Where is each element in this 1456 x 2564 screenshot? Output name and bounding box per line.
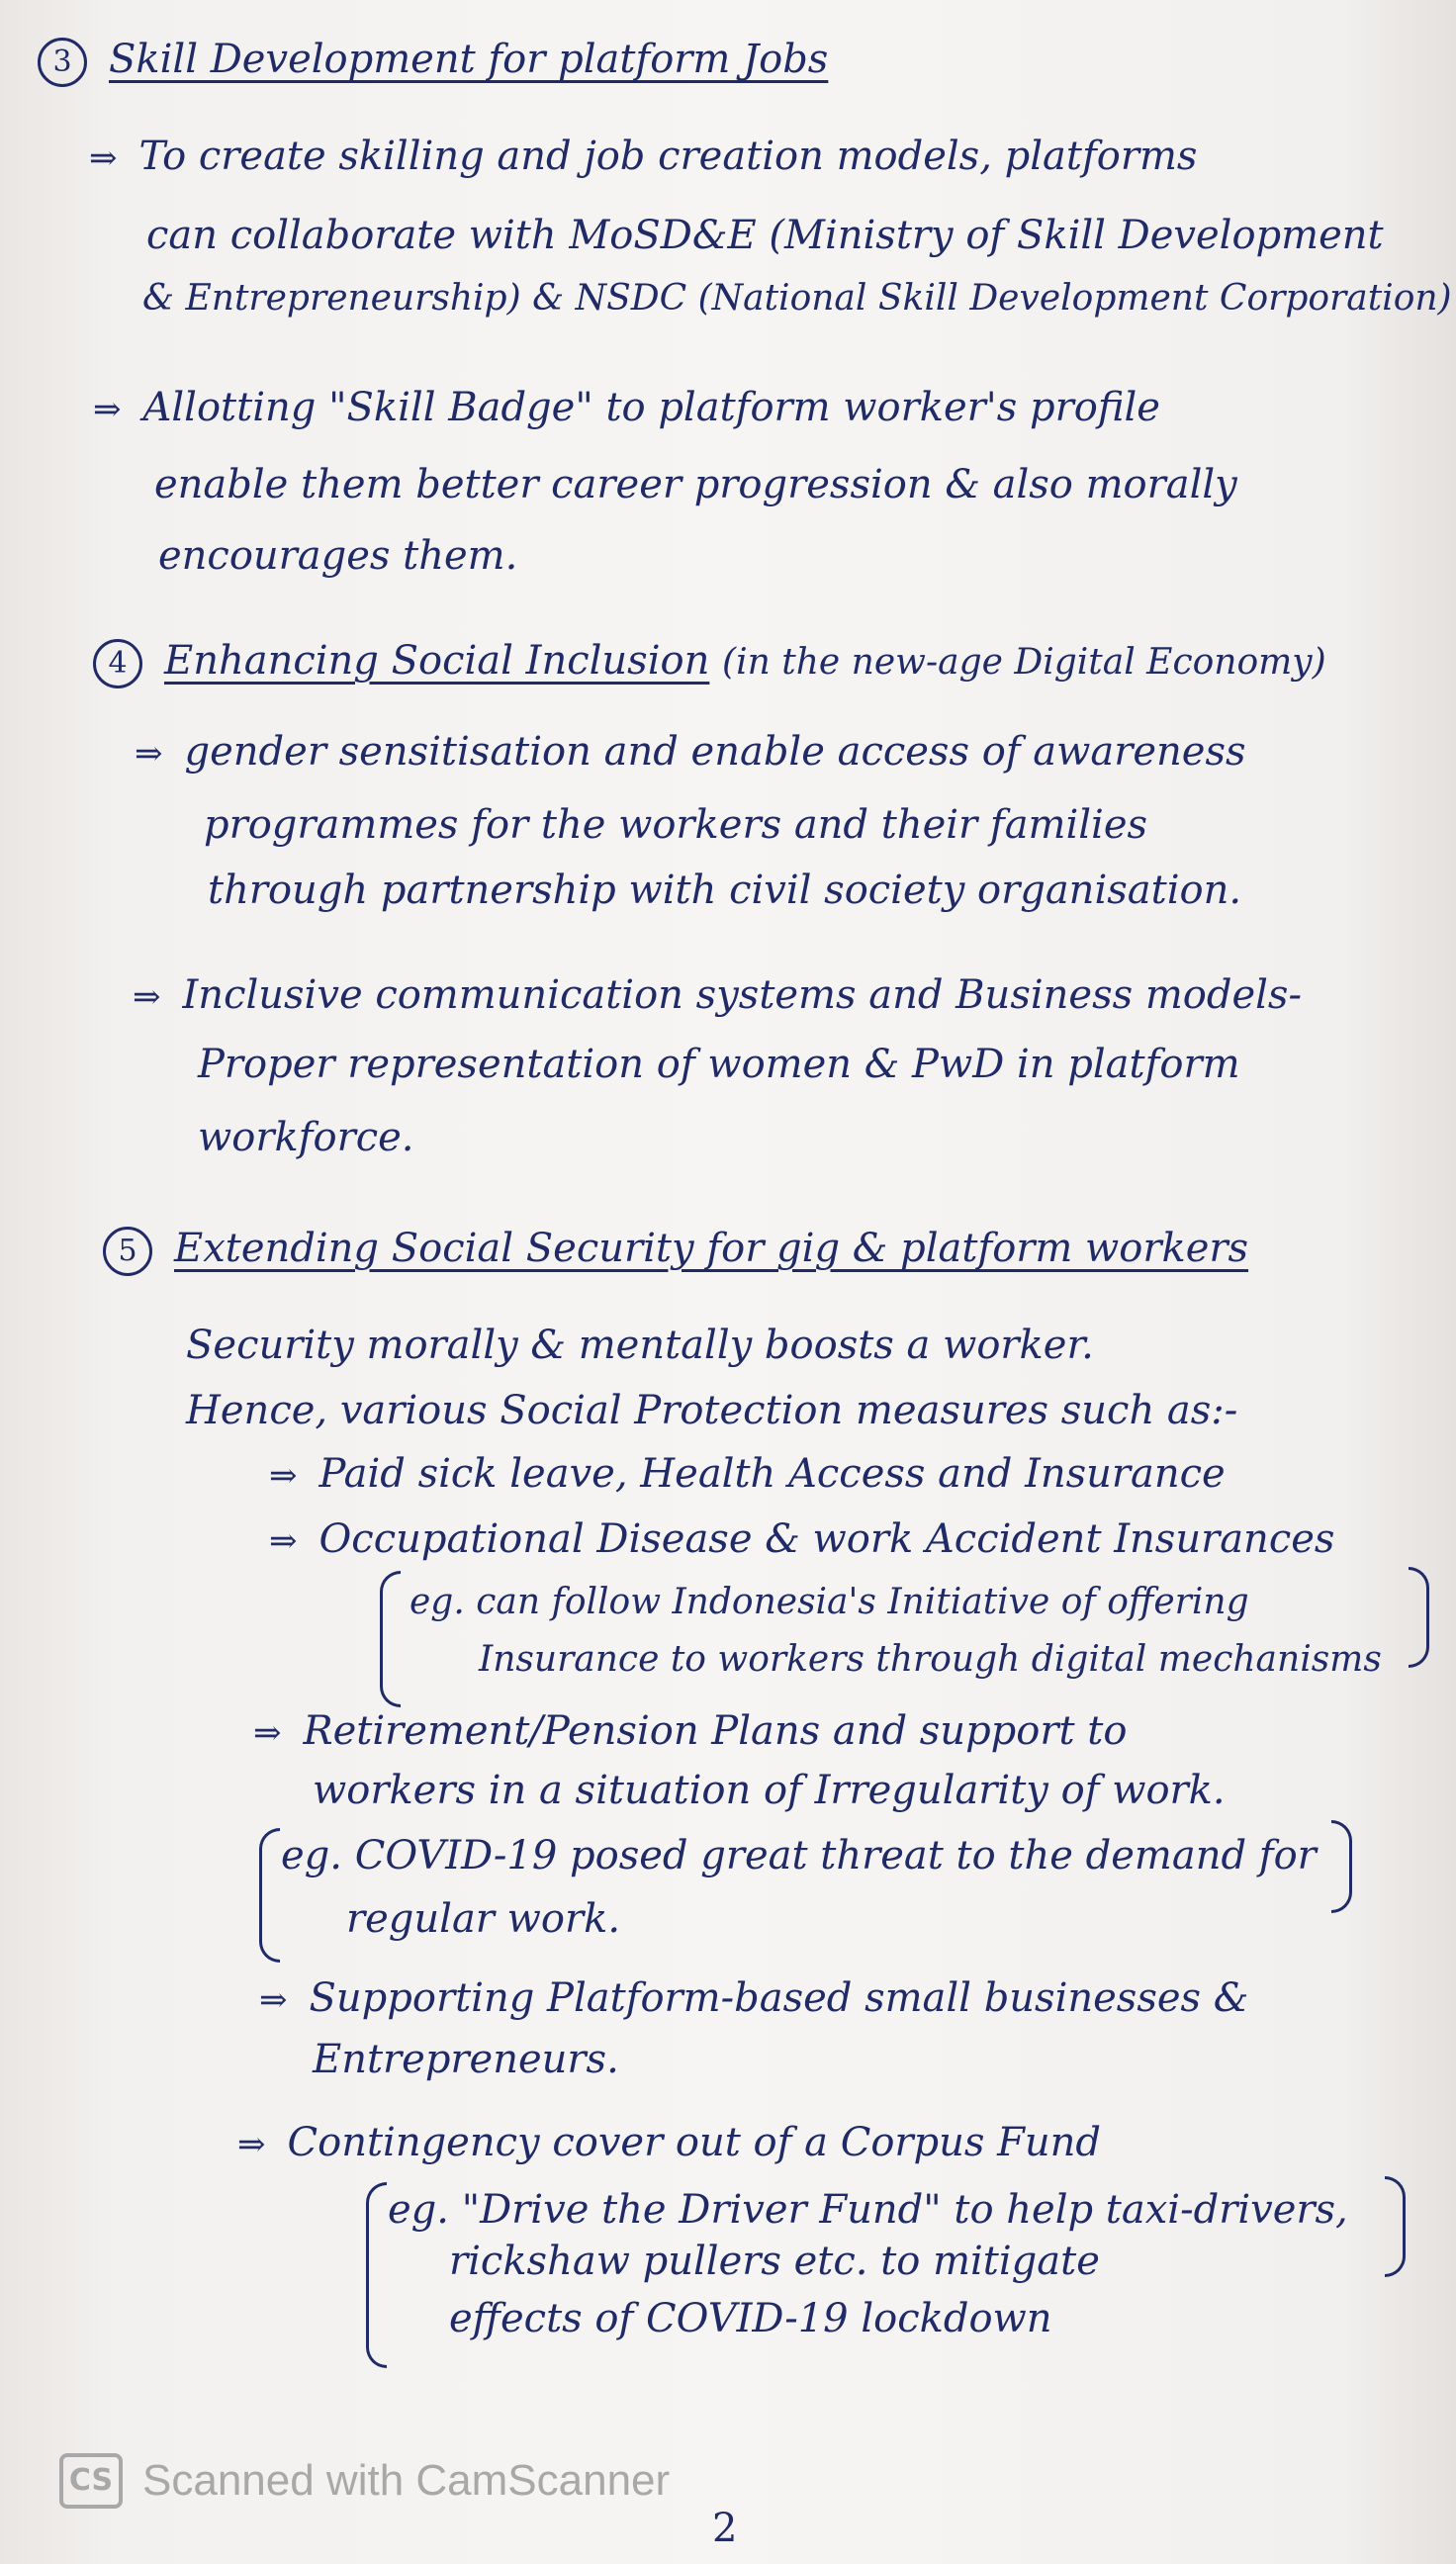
sub-bullet-line: ⇒ Supporting Platform-based small businesses & <box>259 1975 1249 2021</box>
text-line: & Entrepreneurship) & NSDC (National Skill Development Corporation) <box>142 278 1452 319</box>
arrow-bullet-icon: ⇒ <box>89 138 118 178</box>
bullet-line: ⇒ gender sensitisation and enable access of awareness <box>135 729 1246 775</box>
section-title: Skill Development for platform Jobs <box>109 37 829 82</box>
page-number: 2 <box>712 2506 738 2551</box>
section-title: Extending Social Security for gig & platform workers <box>174 1226 1249 1271</box>
arrow-bullet-icon: ⇒ <box>135 734 163 774</box>
sub-bullet-line: ⇒ Contingency cover out of a Corpus Fund <box>237 2120 1102 2165</box>
bullet-line: ⇒ To create skilling and job creation models, platforms <box>89 134 1198 179</box>
section-number: 3 <box>38 38 87 87</box>
arrow-bullet-icon: ⇒ <box>93 390 122 429</box>
example-line: effects of COVID-19 lockdown <box>449 2296 1052 2341</box>
example-line: Insurance to workers through digital mechanisms <box>479 1639 1382 1680</box>
example-bracket-right <box>1409 1567 1429 1668</box>
text-line: enable them better career progression & also morally <box>154 462 1237 507</box>
example-line: eg. "Drive the Driver Fund" to help taxi-drivers, <box>388 2187 1348 2233</box>
arrow-bullet-icon: ⇒ <box>133 977 161 1017</box>
text-line: Proper representation of women & PwD in platform <box>198 1042 1240 1087</box>
text-line: Hence, various Social Protection measures such as:- <box>186 1388 1238 1433</box>
example-bracket-right <box>1385 2176 1406 2277</box>
section-title-note: (in the new-age Digital Economy) <box>722 642 1326 683</box>
arrow-bullet-icon: ⇒ <box>269 1456 298 1496</box>
arrow-bullet-icon: ⇒ <box>253 1713 282 1753</box>
example-bracket-left <box>366 2182 387 2368</box>
text-line: Security morally & mentally boosts a worker. <box>186 1323 1094 1368</box>
bullet-line: ⇒ Inclusive communication systems and Business models- <box>133 972 1302 1018</box>
text-line: can collaborate with MoSD&E (Ministry of Skill Development <box>146 213 1384 258</box>
arrow-bullet-icon: ⇒ <box>237 2125 266 2164</box>
camscanner-watermark: Scanned with CamScanner <box>142 2456 671 2505</box>
section-number: 5 <box>103 1227 152 1276</box>
bullet-line: ⇒ Allotting "Skill Badge" to platform worker's profile <box>93 385 1160 430</box>
sub-bullet-line: ⇒ Occupational Disease & work Accident Insurances <box>269 1516 1335 1562</box>
example-line: eg. can follow Indonesia's Initiative of offering <box>410 1582 1249 1622</box>
section-number: 4 <box>93 639 142 688</box>
section-4-heading <box>93 635 1326 688</box>
section-3-heading <box>38 34 828 87</box>
example-bracket-right <box>1331 1820 1352 1913</box>
text-line: programmes for the workers and their families <box>204 802 1148 848</box>
section-title: Enhancing Social Inclusion <box>164 638 710 684</box>
example-line: rickshaw pullers etc. to mitigate <box>449 2239 1100 2284</box>
camscanner-logo: CS <box>59 2453 123 2509</box>
example-bracket-left <box>259 1828 280 1963</box>
text-line: Entrepreneurs. <box>313 2037 619 2082</box>
text-line: encourages them. <box>158 533 518 579</box>
text-line: through partnership with civil society organisation. <box>208 868 1242 913</box>
sub-bullet-line: ⇒ Paid sick leave, Health Access and Insurance <box>269 1451 1226 1497</box>
example-line: regular work. <box>346 1896 621 1942</box>
section-5-heading <box>103 1223 1248 1276</box>
arrow-bullet-icon: ⇒ <box>259 1980 288 2020</box>
text-line: workers in a situation of Irregularity of work. <box>313 1768 1226 1813</box>
example-bracket-left <box>380 1571 401 1707</box>
sub-bullet-line: ⇒ Retirement/Pension Plans and support to <box>253 1708 1128 1754</box>
example-line: eg. COVID-19 posed great threat to the demand for <box>281 1833 1317 1878</box>
arrow-bullet-icon: ⇒ <box>269 1521 298 1561</box>
text-line: workforce. <box>198 1115 414 1160</box>
